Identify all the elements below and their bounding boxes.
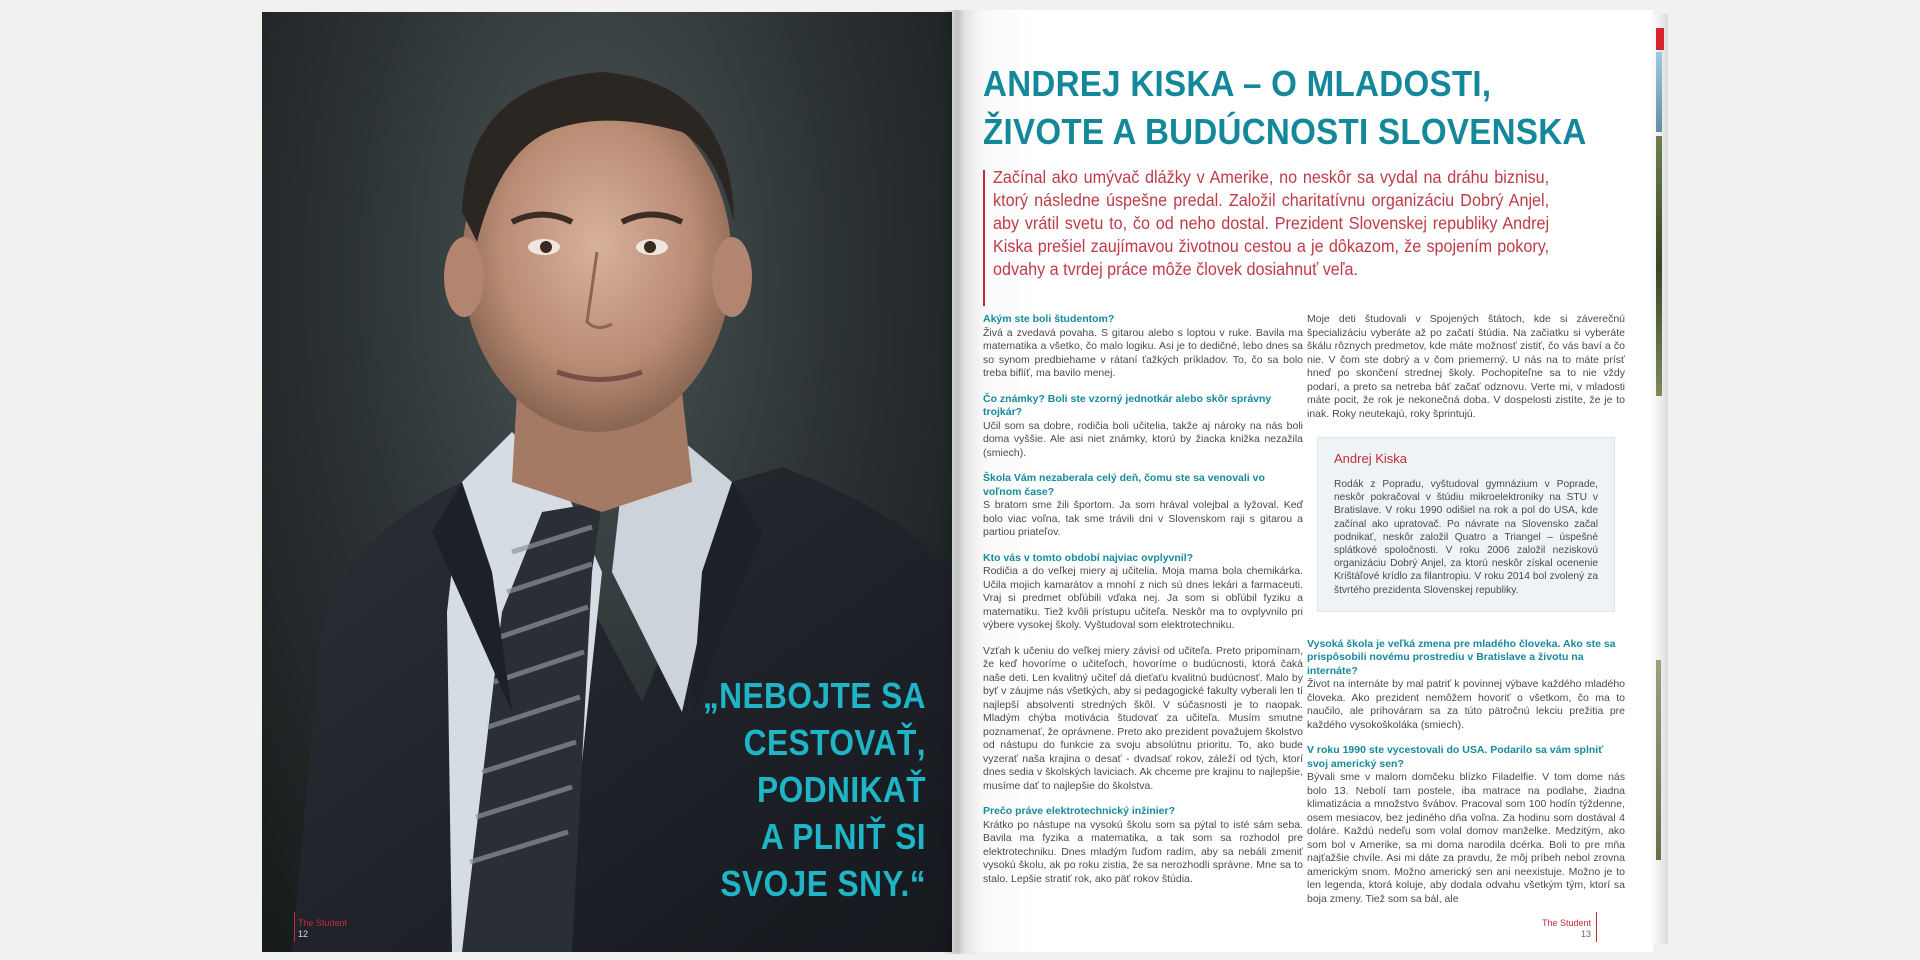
interview-answer: Život na internáte by mal patriť k povinnej výbave každého mladého človeka. Ako prezident nemôžem hovoriť o všetkom, čo ma to naučilo, ale prihováram sa za túto pätročnú lekciu prežitia pre každého vysokoškoláka (smiech). <box>1307 678 1625 731</box>
right-page <box>953 10 1653 952</box>
page-edge-strip <box>1656 52 1662 132</box>
interview-question: Škola Vám nezaberala celý deň, čomu ste sa venovali vo voľnom čase? <box>983 472 1265 498</box>
left-page <box>262 12 952 952</box>
right-folio <box>1542 918 1591 940</box>
interview-answer: Živá a zvedavá povaha. S gitarou alebo s loptou v ruke. Bavila ma matematika a všetko, čo malo logiku. Asi je to dedičné, lebo dnes sa so synom predbiehame v rátaní ťažkých príkladov. To, čo sa bolo treba biflíť, ma bavilo menej. <box>983 326 1303 379</box>
page-edge-strip <box>1656 660 1661 860</box>
article-headline <box>983 60 1587 156</box>
page-edge-tab <box>1656 28 1664 50</box>
left-folio <box>298 918 347 940</box>
interview-question: Čo známky? Boli ste vzorný jednotkár alebo skôr správny trojkár? <box>983 392 1272 418</box>
pull-quote-line: „NEBOJTE SA <box>702 675 926 716</box>
sidebar-text: Rodák z Popradu, vyštudoval gymnázium v Poprade, neskôr pokračoval v štúdiu mikroelektroniky na STU v Bratislave. V roku 1990 odišiel na rok a pol do USA, kde začínal ako upratovač. Po návrate na Slovensko začal podnikať, neskôr založil Quatro a Triangel – úspešné splátkové spoločnosti. V roku 2006 založil neziskovú organizáciu Dobrý Anjel, za ktorú neskôr získal ocenenie Krištáľové krídlo za filantropiu. V roku 2014 bol zvolený za štvrtého prezidenta Slovenskej republiky. <box>1334 479 1598 596</box>
bio-sidebar <box>1317 437 1615 612</box>
interview-answer: Rodičia a do veľkej miery aj učitelia. Moja mama bola chemikárka. Učila mojich kamarátov a mnohí z nich sú dnes lekári a farmaceuti. Vraj si predmet obľúbili vďaka nej. Ja som si obľúbil fyziku a matematiku. Tiež kvôli prístupu učiteľa. Neskôr ma to ovplyvnilo pri výbere vysokej školy. Vyštudoval som elektrotechniku. <box>983 565 1303 631</box>
text-column-left <box>983 313 1303 898</box>
folio-magazine-name: The Student <box>1541 918 1591 928</box>
pull-quote-line: PODNIKAŤ <box>757 769 926 810</box>
pull-quote-line: CESTOVAŤ, <box>743 722 926 763</box>
pull-quote-line: SVOJE SNY.“ <box>720 863 926 904</box>
pull-quote <box>636 672 926 907</box>
text-column-right <box>1307 313 1625 918</box>
interview-answer: Učil som sa dobre, rodičia boli učitelia, takže aj nároky na nás boli doma vyššie. Ale asi niet známky, ktorú by žiacka knižka nezažila (smiech). <box>983 419 1303 459</box>
pull-quote-line: A PLNIŤ SI <box>760 816 926 857</box>
interview-answer: Vzťah k učeniu do veľkej miery závisí od učiteľa. Preto pripomínam, že keď hovoríme o učiteľoch, hovoríme o budúcnosti, ktorá čaká naše deti. Len kvalitný učiteľ dá dieťaťu kvalitnú budúcnosť. Malo by byť v záujme nás všetkých, aby si pedagogické fakulty vyberali len tí najlepší absolventi stredných škôl. V súčasnosti je to naopak. Mladým chýba motivácia študovať za učiteľa. Musím smutne poznamenať, že oprávnene. Preto ako prezident považujem školstvo od nástupu do funkcie za svoju absolútnu prioritu. To, ako bude vyzerať naša krajina o desať - dvadsať rokov, záleží od tých, ktorí dnes sedia v školských laviciach. Ak chceme pre krajinu to najlepšie, musíme dať to najlepšie do školstva. <box>983 644 1303 792</box>
interview-question: Prečo práve elektrotechnický inžinier? <box>983 805 1175 817</box>
interview-question: V roku 1990 ste vycestovali do USA. Podarilo sa vám splniť svoj americký sen? <box>1307 744 1604 770</box>
folio-page-number: 13 <box>1580 929 1591 939</box>
folio-divider <box>1596 912 1597 942</box>
lead-accent-bar <box>983 170 985 306</box>
folio-magazine-name: The Student <box>298 918 348 928</box>
interview-answer: Krátko po nástupe na vysokú školu som sa pýtal to isté sám seba. Bavila ma fyzika a matematika, a tak som sa rozhodol pre elektrotechniku. Dnes mladým ľuďom radím, aby sa nebáli zmeniť vysokú školu, ak po roku zistia, že sa nerozhodli správne. Mne sa to stalo. Lepšie stratiť rok, ako päť rokov štúdia. <box>983 818 1303 885</box>
headline-line: ŽIVOTE A BUDÚCNOSTI SLOVENSKA <box>983 111 1587 152</box>
page-edge-strip <box>1656 136 1662 396</box>
headline-line: ANDREJ KISKA – O MLADOSTI, <box>983 63 1492 104</box>
interview-question: Kto vás v tomto období najviac ovplyvnil? <box>983 551 1194 564</box>
lead-paragraph: Začínal ako umývač dlážky v Amerike, no neskôr sa vydal na dráhu biznisu, ktorý následne úspešne predal. Založil charitatívnu organizáciu Dobrý Anjel, aby vrátil svetu to, čo od neho dostal. Prezident Slovenskej republiky Andrej Kiska prešiel zaujímavou životnou cestou a je dôkazom, že spojením pokory, odvahy a tvrdej práce môže človek dosiahnuť veľa. <box>993 167 1550 279</box>
interview-answer: S bratom sme žili športom. Ja som hrával volejbal a lyžoval. Keď bolo viac voľna, tak sme trávili dni v Slovenskom raji s gitarou a partiou priateľov. <box>983 499 1303 538</box>
interview-question: Vysoká škola je veľká zmena pre mladého človeka. Ako ste sa prispôsobili novému prostrediu v Bratislave a životu na internáte? <box>1307 637 1616 677</box>
interview-answer: Bývali sme v malom domčeku blízko Filadelfie. V tom dome nás bolo 13. Nebolí tam postele, iba matrace na podlahe, žiadna klimatizácia a množstvo švábov. Pracoval som 100 hodín týždenne, osem mesiacov, bez jediného dňa voľna. Za hodinu som dostával 4 doláre. Každú nedeľu som volal domov manželke. Medzitým, ako som bol v Amerike, sa mi doma narodila dcérka. Boli to pre mňa najťažšie chvíle. Asi mi dáte za pravdu, že môj príbeh nebol zrovna americkým snom. Možno americký sen ani neexistuje. Možno je to len legenda, ktorá koluje, aby dodala odvahu všetkým tým, ktorí sa boja zmeny. Tiež som sa bál, ale <box>1307 771 1625 905</box>
sidebar-title: Andrej Kiska <box>1334 451 1407 466</box>
interview-question: Akým ste boli študentom? <box>983 313 1115 325</box>
interview-answer: Moje deti študovali v Spojených štátoch, kde si záverečnú špecializáciu vyberáte až po začatí štúdia. Na začiatku si vyberáte škálu rôznych predmetov, kde máte možnosť zistiť, čo vás baví a čo nie. V čom ste dobrý a v čom priemerný. U nás na to máte prísť hneď po skončení strednej školy. Pochopiteľne sa to nie vždy podarí, a preto sa netreba báť začať odznovu. Verte mi, v mladosti máte pocit, že rok je nekonečná doba. V dospelosti zistíte, že je to inak. Roky neutekajú, roky šprintujú. <box>1307 313 1625 420</box>
folio-divider <box>294 912 295 942</box>
folio-page-number: 12 <box>298 929 309 939</box>
